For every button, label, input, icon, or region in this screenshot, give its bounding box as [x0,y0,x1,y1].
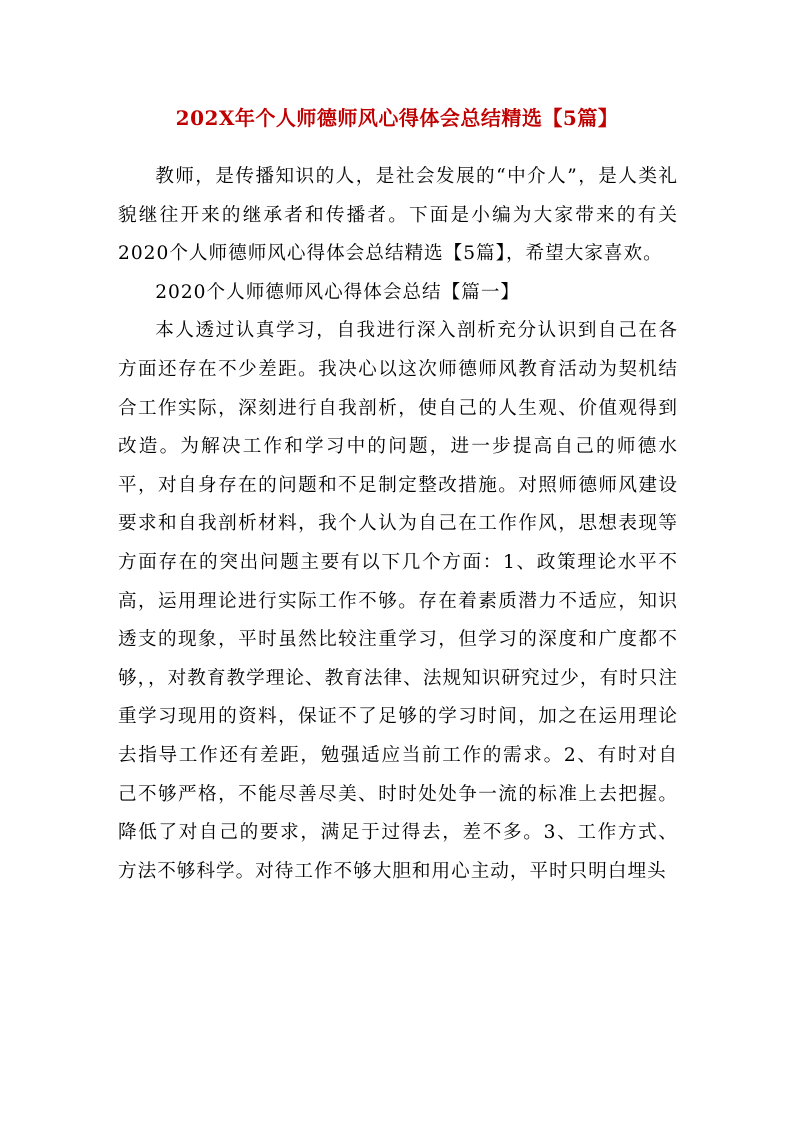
document-title: 202X年个人师德师风心得体会总结精选【5篇】 [175,106,619,130]
document-body [118,158,678,891]
section-paragraph: 本人透过认真学习，自我进行深入剖析充分认识到自己在各方面还存在不少差距。我决心以这次师德师风教育活动为契机结合工作实际，深刻进行自我剖析，使自己的人生观、价值观得到改造。为解决工作和学习中的问题，进一步提高自己的师德水平，对自身存在的问题和不足制定整改措施。对照师德师风建设要求和自我剖析材料，我个人认为自己在工作作风，思想表现等方面存在的突出问题主要有以下几个方面：1、政策理论水平不高，运用理论进行实际工作不够。存在着素质潜力不适应，知识透支的现象，平时虽然比较注重学习，但学习的深度和广度都不够，，对教育教学理论、教育法律、法规知识研究过少，有时只注重学习现用的资料，保证不了足够的学习时间，加之在运用理论去指导工作还有差距，勉强适应当前工作的需求。2、有时对自己不够严格，不能尽善尽美、时时处处争一流的标准上去把握。降低了对自己的要求，满足于过得去，差不多。3、工作方式、方法不够科学。对待工作不够大胆和用心主动，平时只明白埋头 [118,320,678,882]
section-heading: 2020个人师德师风心得体会总结【篇一】 [155,281,521,303]
intro-paragraph: 教师，是传播知识的人，是社会发展的“中介人”，是人类礼貌继往开来的继承者和传播者。下面是小编为大家带来的有关2020个人师德师风心得体会总结精选【5篇】，希望大家喜欢。 [118,166,678,265]
